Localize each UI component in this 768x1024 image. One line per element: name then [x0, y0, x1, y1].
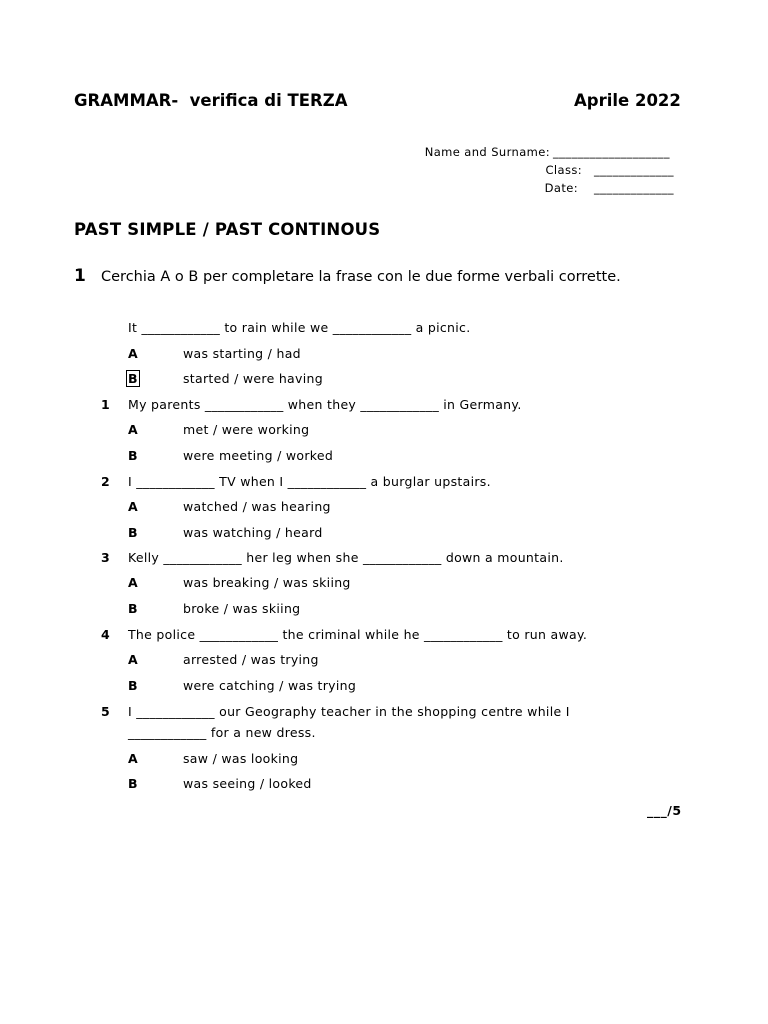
- option-text: was watching / heard: [183, 525, 323, 540]
- exercise-number: 1: [74, 266, 86, 286]
- option-label[interactable]: B: [128, 448, 138, 463]
- question-number: 4: [101, 627, 110, 642]
- question-number: 2: [101, 474, 110, 489]
- question-sentence-line2: ____________ for a new dress.: [128, 725, 316, 740]
- option-text: were meeting / worked: [183, 448, 334, 463]
- option-label[interactable]: B: [128, 776, 138, 791]
- example-option-selected-label[interactable]: B: [128, 371, 138, 386]
- question-sentence: My parents ____________ when they ____________ in Germany.: [128, 397, 522, 412]
- option-label[interactable]: B: [128, 525, 138, 540]
- option-text: watched / was hearing: [183, 499, 331, 514]
- name-surname-label: Name and Surname:: [424, 145, 550, 159]
- option-text: broke / was skiing: [183, 601, 301, 616]
- example-sentence: It ____________ to rain while we ____________ a picnic.: [128, 320, 471, 335]
- worksheet-title: GRAMMAR- verifica di TERZA: [74, 91, 348, 110]
- exercise-instruction: Cerchia A o B per completare la frase con le due forme verbali corrette.: [101, 269, 621, 285]
- class-label: Class:: [545, 163, 582, 177]
- example-option-text: started / were having: [183, 371, 323, 386]
- option-text: saw / was looking: [183, 751, 299, 766]
- question-sentence: Kelly ____________ her leg when she ____________ down a mountain.: [128, 550, 564, 565]
- option-label[interactable]: A: [128, 422, 138, 437]
- section-title: PAST SIMPLE / PAST CONTINOUS: [74, 220, 381, 239]
- option-label[interactable]: B: [128, 678, 138, 693]
- question-sentence: I ____________ TV when I ____________ a burglar upstairs.: [128, 474, 491, 489]
- date-blank[interactable]: _____________: [594, 181, 674, 195]
- name-surname-blank[interactable]: ___________________: [553, 145, 670, 159]
- example-option-text: was starting / had: [183, 346, 301, 361]
- question-number: 5: [101, 704, 110, 719]
- option-label[interactable]: B: [128, 601, 138, 616]
- option-text: were catching / was trying: [183, 678, 357, 693]
- question-sentence: The police ____________ the criminal while he ____________ to run away.: [128, 627, 588, 642]
- option-text: was breaking / was skiing: [183, 575, 351, 590]
- question-sentence-line1: I ____________ our Geography teacher in the shopping centre while I: [128, 704, 570, 719]
- option-text: was seeing / looked: [183, 776, 312, 791]
- option-label[interactable]: A: [128, 652, 138, 667]
- option-label[interactable]: A: [128, 751, 138, 766]
- worksheet-date: Aprile 2022: [574, 91, 681, 110]
- option-text: met / were working: [183, 422, 310, 437]
- date-label: Date:: [544, 181, 578, 195]
- question-number: 1: [101, 397, 110, 412]
- example-option-label[interactable]: A: [128, 346, 138, 361]
- option-text: arrested / was trying: [183, 652, 319, 667]
- question-number: 3: [101, 550, 110, 565]
- option-label[interactable]: A: [128, 499, 138, 514]
- option-label[interactable]: A: [128, 575, 138, 590]
- class-blank[interactable]: _____________: [594, 163, 674, 177]
- exercise-score: ___/5: [647, 803, 682, 818]
